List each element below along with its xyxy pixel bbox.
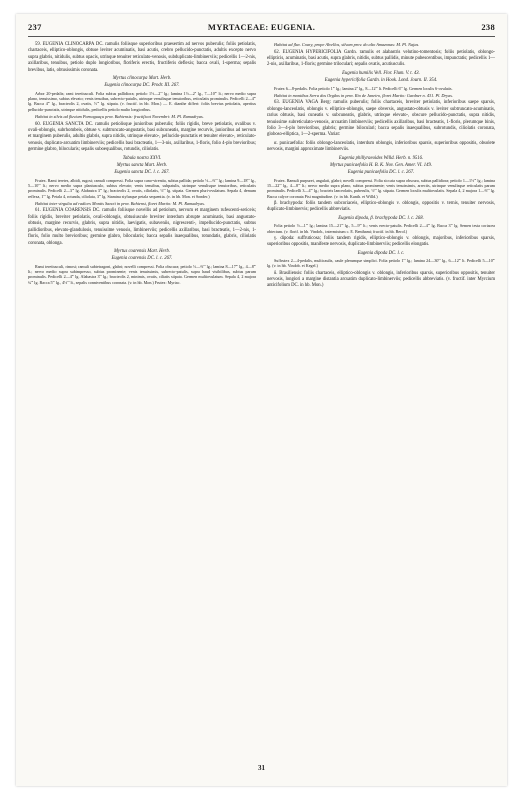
left-column <box>28 42 256 292</box>
book-page <box>16 14 507 786</box>
paragraph: Myrtus punicaefolia H. B. K. Nov. Gen. Amer. VI. 149. <box>329 162 433 168</box>
paragraph: Habitat in montibus Serra dos Orgãos in prov. Rio de Janeiro, floret Martio: Gardner n. 431. Pl. Dryas. <box>274 92 453 98</box>
paragraph: β. brachypoda: foliis tandem subcoriaceis, elliptico-oblongis v. oblongis, oppositis v. ternis, tenuiter nervosis, duplicato-limbinervis; pedicellis abbreviatis. <box>267 200 495 213</box>
paragraph: Folia petiolo ½—1''' lg.; lamina 15—21''' lg., 5—9''' lt.; venis erecto-patulis. Pedicelli 2—4''' lg. Bacca 3''' lg. Semen testa coriacea obtectum. (v. florif. in hb. Vindob., intermixtum c. E. Benthami; fructif. in hb. Berol.) <box>267 223 495 234</box>
page-number-left: 237 <box>28 22 42 32</box>
paragraph: Eugenia coarensis DC. l. c. 267. <box>111 256 173 262</box>
paragraph: γ. dipoda: suffruticosa; foliis tandem rigidis, elliptico-oblongis v. oblongis, majoribus, inferioribus sparsis, superioribus oppositis, manifeste nervosis, duplicato-limbinerviis; pedicellis elongatis. <box>267 235 495 248</box>
paragraph: Eugenia sancta DC. l. c. 267. <box>114 170 170 176</box>
paragraph: Suffrutex 2—4-pedalis, multicaulis, caule plerumque simplici. Folia petiolo 1''' lg.; lamina 24—30''' lg., 6—12''' lt. Pedicelli 5—10''' lg. (v. in hb. Vindob. et Kegel.) <box>267 258 495 269</box>
paragraph: α. punicaefolia: foliis oblongo-lanceolatis, interdum oblongis, inferioribus sparsis, superioribus oppositis, obsolete nervosis, margini approximate limbinerviis. <box>267 140 495 153</box>
paragraph: Rami teretiusculi, rimosi; ramuli subtetragoni, glabri; novelli compressi. Folia obscura; petiolo ⅓—⅔''' lg.; lamina 8—17''' lg., 4—8''' lt.; nervo medio supra subimpresso, subtus prominente; venis tenuissimis, subrecto-patulis, supra haud visibilibus, subtus parum prominulis. Pedicelli 2—4''' lg. Alabastra 3''' lg.; bracteolis 2, minimis, ovatis, ciliatis stipata. Germen multiovulatum. Sepala 4, 2 majora ¾''' lg. Bacca 5''' lg., 4½''' lt., sepalis conniventibus coronata. (v. in hb. Mon.) Frutex: Myrtac. <box>28 263 256 285</box>
paragraph: Frutex. Rami teretes, albidi, rugosi; ramuli compressi. Folia supra cano-virentia, subtus pallida; petiolo ½—⅔''' lg.; lamina 9—18''' lg., 5—10''' lt.; nervo medio supra planiusculo, subtus elevato; venis tenuibus, subpatulis, utrinque venulisque tenuioribus, reticulatis prominulis. Pedicelli 2—3''' lg. Alabastra 3''' lg.; bracteolis 2, ovatis, ciliolatis, ⅓''' lg. stipata. Germen pluri-ovulatum. Sepala 4, demum reflexa, 1''' lg. Petala 4, rotunda, ciliolata, 3''' lg. Stamina stylusque petala sequentia. (v. in hb. Mon. et Sonder.) <box>28 177 256 199</box>
paragraph: Tabula nostra XXVI. <box>122 155 162 161</box>
running-header <box>28 22 495 37</box>
paragraph: Eugenia dipoda DC. l. c. <box>357 250 405 256</box>
paragraph: Habitat inter virgulta ad radices Montis Sancti in prov. Bahiensi, floret Martio: M. Pl. Ramadryas. <box>35 200 205 206</box>
paragraph: 62. EUGENIA HYPERICIFOLIA Gardn. ramulis et alabastris velutino-tomentosis; foliis petiolatis, oblongo-ellipticis, acuminatis, basi acutis, supra glabris, nitidis, subtus pallidis, minute pubescentibus, impunctatis; pedicellis 1—2-nis, axillaribus, 1-floris; germine triloculari; sepalis ovatis, acutiusculis. <box>267 49 495 68</box>
paragraph: Myrtus coarensis Mart. Herb. <box>114 248 170 254</box>
paragraph: Eugenia hypericifolia Gardn. in Hook. Lond. Journ. II. 354. <box>324 78 438 84</box>
paragraph: Frutex. Ramuli purpurei, angulati, glabri; novelli compressi. Folia siccata supra obscura, subtus pallidiora; petiolo 1—1½''' lg.; lamina 15—22''' lg., 4—8''' lt.; nervo medio supra plano, subtus prominente; venis tenuissimis, arrectis, utrinque venulisque reticulatis parum prominulis. Pedicelli 3—4''' lg.; bracteis lanceolatis, puberulis, ½''' lg. stipata. Germen loculis multiovulatis. Sepala 4, 2 majora 1—⅔''' lg. Bacca calyce coronata Pisi magnitudine. (v. in hb. Kunth. et Willd.) <box>267 177 495 199</box>
paragraph: Eugenia dipoda, β. brachypoda DC. l. c. 268. <box>338 215 424 221</box>
paragraph: 63. EUGENIA VAGA Berg: ramulis puberulis; foliis chartaceis, breviter petiolatis, inferioribus saepe sparsis, oblongo-lanceolatis, oblongis v. elliptico-oblongis, saepe obversis, angustato-obtusis v. leviter subtruncato-acuminatis, rarius obtusis, basi cuneatis v. subcuneatis, glabris, utrinque elevato-, obscure pellucido-punctatis, supra nitidis, tenuissime subreticulato-venosis, arcuatim limbinerviis; pedicellis axillaribus, basi bracteatis, 1-floris, plerumque binis, folio 3—4-plo brevioribus, glabris; germine biloculari; bacca sepalis inaequalibus, subrotundis, ciliolatis coronata, globoso-elliptica, 1—2-sperma. Variat: <box>267 100 495 138</box>
signature-mark: 31 <box>258 764 265 772</box>
paragraph: Eugenia clinocarpa DC. Prodr. III. 267. <box>104 83 180 89</box>
paragraph: Habitat ad fluv. Coary, prope Alvellos, silvam prov. do alto Amazonas: M. Pl. Najas. <box>274 42 420 47</box>
right-column <box>267 42 495 292</box>
paragraph: Eugenia punicaefolia DC. l. c. 267. <box>347 170 415 176</box>
text-columns <box>28 42 495 292</box>
paragraph: Arbor 20-pedalis; rami teretiusculi. Folia subtus pallidiora; petiolo 1½—2''' lg.; lamina 1½—2'' lg., 7—10''' lt.; nervo medio supra plano, tenuissimo, subtus elevato; venis tenuibus, subrecto-patulis, utrinque venulisque tenuioribus, reticulatis prominulis. Pedicelli 2—4''' lg. Bacca 4''' lg., bracteolis 2, ovatis, ⅓''' lg. stipata. (v. fructif. in hb. Mon.) — E. dianthe differt: foliis brevius petiolatis, apertius pellucido-punctatis, utrinque nitidulis, pedicellis petiolo multo longioribus. <box>28 90 256 112</box>
paragraph: δ. Brasiliensis: foliis chartaceis, elliptico-oblongis v. oblongis, inferioribus sparsis, superioribus oppositis, tenuiter nervosis, longiori a margine distantia arcuatim duplicato-limbinerviis; pedicellis abbreviatis. (v. fructif. inter Myrcium anticifolium DC. in hb. Mon.) <box>267 270 495 289</box>
paragraph: Eugenia humilis Vell. Flor. Flum. V. t. 43. <box>342 70 420 76</box>
paragraph: Eugenia phillyraeoides Willd. Herb. n. 9516. <box>338 155 424 161</box>
paragraph: Myrtus sancta Mart. Herb. <box>116 162 168 168</box>
paragraph: Habitat in silvis ad fluvium Parnaguaçu prov. Bahiensis: fructificat Novembri: M. Pl. Ramadryas. <box>35 114 204 120</box>
paragraph: Frutex 6—8-pedalis. Folia petiolo 1''' lg.; lamina 2'' lg., 8—12''' lt. Pedicelli 6''' lg. Germen loculis 6-ovulatis. <box>274 85 453 91</box>
paragraph: Myrtus clinocarpa Mart. Herb. <box>112 76 172 82</box>
page-number-right: 238 <box>481 22 495 32</box>
running-title: MYRTACEAE: EUGENIA. <box>207 22 316 32</box>
paragraph: 61. EUGENIA COARENSIS DC. ramulis foliisque novellis ad petiolum, nervum et marginem rufescenti-sericeis; foliis rigidis, breviter petiolatis, ovali-oblongis, obtusiuscule breviter interdum abrupte acuminatis, basi angustato-obtusis, margine recurvis, glabris, supra nitidis, laevigatis, subaveniis, nigrescenti-, impellucido-punctatis, subtus pallidioribus, elevato-glandulosis, tenuissime venosis, limbinerviis; pedicellis axillaribus, basi bracteatis, 1—2-nis, 1-floris, folio multo brevioribus; germine glabro, bilocularis; bacca sepalis inaequalibus, rotundatis, glabris, ciliolatis coronata, oblonga. <box>28 208 256 246</box>
paragraph: 60. EUGENIA SANCTA DC. ramulis petiolisque junioribus puberulis; foliis rigidis, breve petiolatis, ovalibus v. ovali-oblongis, subrhombeis, obtuse v. subtruncato-angustatis, basi subcuneatis, margine recurvis, junioribus ad nervum et marginem puberulis, adultis glabris, supra nitidis, utrinque elevato-, pellucido-punctatis et tenuiter elevato-, reticulato-venosis, duplicato-arcuatim limbinerviis; pedicellis basi bracteatis, 1—3-nis, axillaribus, 1-floris, folio 4-plo brevioribus; germine glabro, bilocularis; sepalis suboequalibus, rotundis, ciliolatis. <box>28 121 256 153</box>
paragraph: 59. EUGENIA CLINOCARPA DC. ramulis foliisque superioribus praesertim ad nervos puberulis; foliis petiolatis, chartaceis, elliptico-oblongis, obtuse leviter acuminatis, basi acutis, crebro pellucido-punctatis, adultis excepto nervo supra glabris, nitidulis, subtus opacis, utrinque tenuiter reticulato-venosis, subduplicato-limbinerviis; pedicellis 1—2-nis, axillaribus, tenuibus, petiolo duplo longioribus, floriferis erectis, fructiferis deflexis; bacca ovali, 1-sperma; sepalis brevibus, latis, obtusissimis coronata. <box>28 42 256 73</box>
